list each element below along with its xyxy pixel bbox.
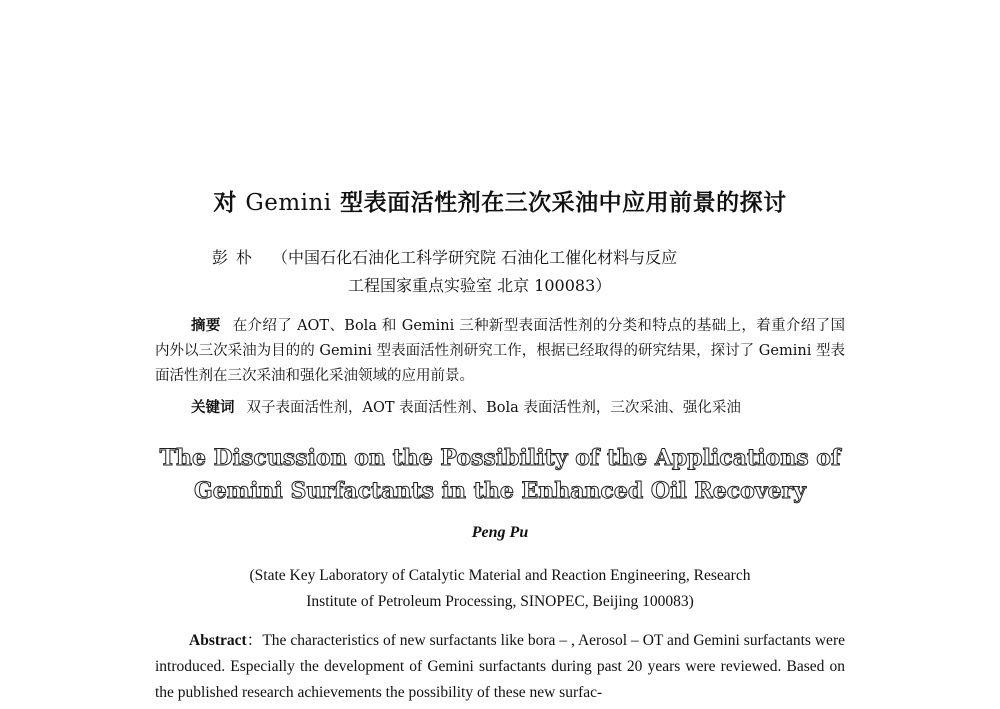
english-abstract-label: Abstract: [189, 632, 247, 649]
chinese-author-block: [212, 244, 812, 300]
english-abstract: [155, 628, 845, 706]
english-affiliation-line2: Institute of Petroleum Processing, SINOPEC, Beijing 100083): [306, 593, 694, 610]
english-title-line1: The Discussion on the Possibility of the Applications of: [159, 445, 841, 471]
chinese-keywords-text: 双子表面活性剂，AOT 表面活性剂、Bola 表面活性剂，三次采油、强化采油: [246, 400, 741, 416]
chinese-title-latin: Gemini: [245, 190, 332, 216]
chinese-keywords: [191, 396, 851, 421]
chinese-title-suffix: 型表面活性剂在三次采油中应用前景的探讨: [331, 190, 787, 216]
chinese-abstract-label: 摘要: [191, 318, 221, 334]
english-title: [0, 442, 1000, 508]
english-author: Peng Pu: [471, 524, 529, 541]
chinese-title: [0, 184, 1000, 217]
english-affiliation: [0, 563, 1000, 615]
chinese-affiliation-line1: （中国石化石油化工科学研究院 石油化工催化材料与反应: [272, 248, 678, 267]
chinese-abstract-text: 在介绍了 AOT、Bola 和 Gemini 三种新型表面活性剂的分类和特点的基础上，着重介绍了国内外以三次采油为目的的 Gemini 型表面活性剂研究工作，根据已经取得的研究结果，探讨了 Gemini 型表面活性剂在三次采油和强化采油领域的应用前景。: [155, 318, 845, 384]
chinese-author-name: 彭朴: [212, 248, 261, 267]
english-abstract-separator: ：: [246, 632, 263, 649]
chinese-keywords-label: 关键词: [191, 400, 235, 416]
chinese-abstract: [155, 314, 845, 389]
chinese-title-prefix: 对: [213, 190, 246, 216]
chinese-author-line1: [212, 244, 812, 272]
english-affiliation-line1: (State Key Laboratory of Catalytic Material and Reaction Engineering, Research: [249, 567, 751, 584]
english-abstract-text: The characteristics of new surfactants like bora – , Aerosol – OT and Gemini surfactants were introduced. Especially the development of Gemini surfactants during past 20 years were reviewed. Based on the published research achievements the possibility of these new surfac-: [155, 632, 845, 701]
chinese-affiliation-line2: 工程国家重点实验室 北京 100083）: [348, 276, 612, 295]
english-title-line2: Gemini Surfactants in the Enhanced Oil Recovery: [194, 478, 806, 504]
